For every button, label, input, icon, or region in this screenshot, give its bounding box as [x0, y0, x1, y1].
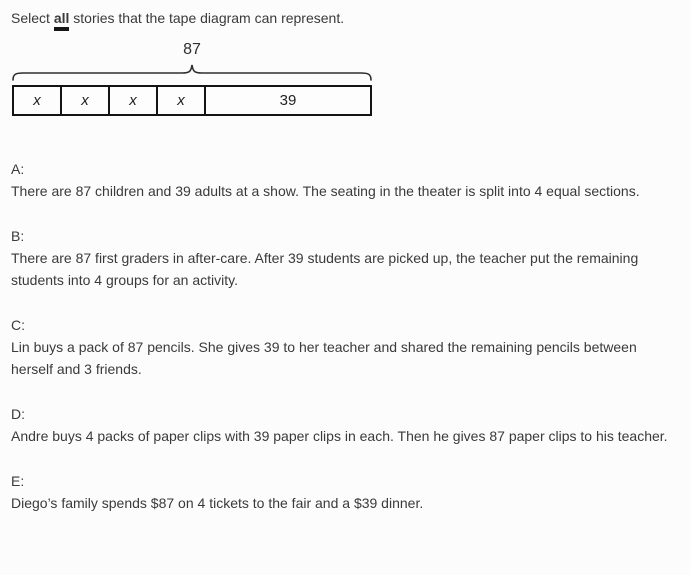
option-a-label: A: [11, 161, 25, 177]
option-c-text: Lin buys a pack of 87 pencils. She gives 39 to her teacher and shared the remaining pencils between herself and 3 friends. [11, 339, 637, 377]
option-e[interactable] [11, 470, 671, 514]
cell-label: 39 [279, 92, 297, 109]
option-b[interactable] [11, 225, 671, 291]
cell-label: x [129, 92, 137, 109]
cell-label: x [177, 92, 185, 109]
tape-cell-x-3 [110, 87, 158, 114]
curly-brace-icon [12, 61, 372, 81]
option-b-text: There are 87 first graders in after-care. After 39 students are picked up, the teacher put the remaining students into 4 groups for an activity. [11, 250, 639, 288]
options-list [11, 158, 676, 514]
prompt-emphasis: all [54, 10, 70, 31]
option-d[interactable] [11, 403, 671, 447]
option-a-text: There are 87 children and 39 adults at a show. The seating in the theater is split into 4 equal sections. [11, 183, 640, 199]
tape-cell-39 [206, 87, 370, 114]
option-c[interactable] [11, 314, 671, 380]
prompt-prefix: Select [11, 10, 54, 26]
tape-cell-x-2 [62, 87, 110, 114]
option-b-label: B: [11, 228, 25, 244]
prompt [11, 8, 676, 28]
option-c-label: C: [11, 317, 25, 333]
prompt-suffix: stories that the tape diagram can represent. [69, 10, 345, 26]
tape-cell-x-1 [14, 87, 62, 114]
tape-bar [12, 85, 372, 116]
option-a[interactable] [11, 158, 671, 202]
tape-diagram [12, 41, 372, 116]
tape-cell-x-4 [158, 87, 206, 114]
option-e-label: E: [11, 473, 25, 489]
cell-label: x [33, 92, 41, 109]
cell-label: x [81, 92, 89, 109]
option-e-text: Diego’s family spends $87 on 4 tickets to the fair and a $39 dinner. [11, 495, 424, 511]
option-d-text: Andre buys 4 packs of paper clips with 39 paper clips in each. Then he gives 87 paper clips to his teacher. [11, 428, 668, 444]
diagram-total-label: 87 [183, 41, 201, 58]
option-d-label: D: [11, 406, 25, 422]
